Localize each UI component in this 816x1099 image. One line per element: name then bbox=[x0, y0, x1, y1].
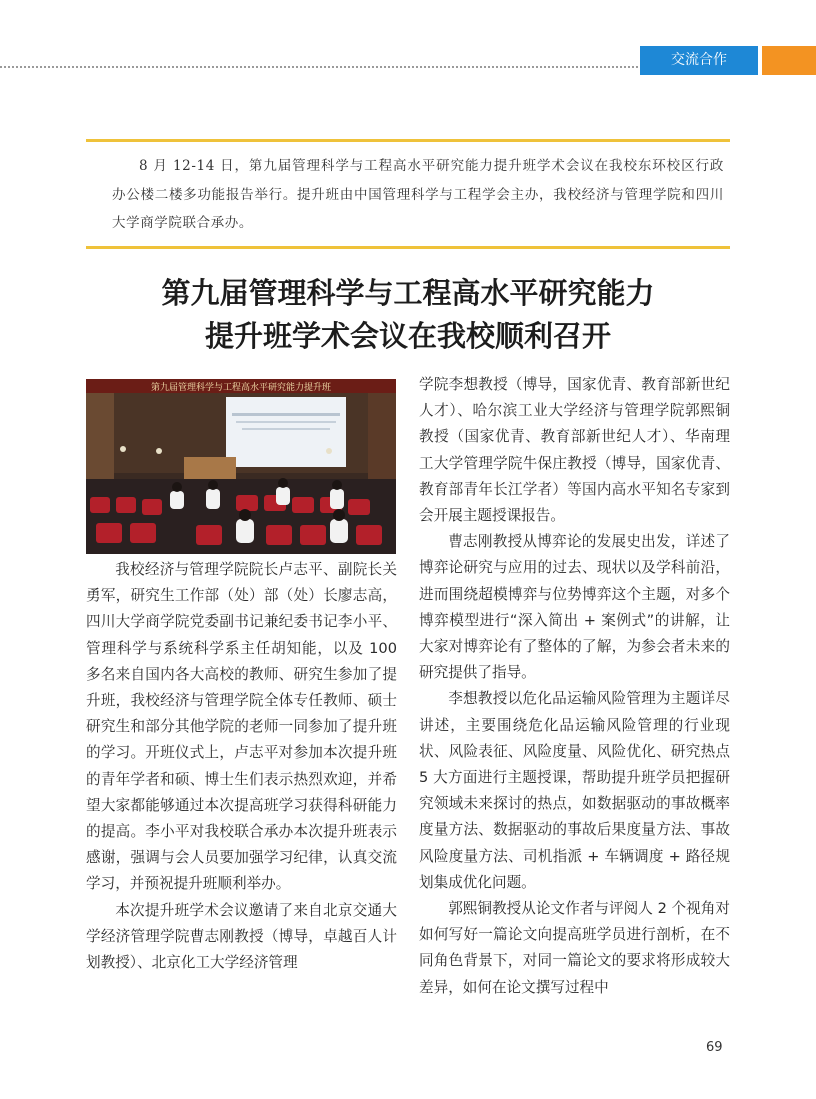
header-dotted-rule bbox=[0, 66, 638, 68]
conference-photo bbox=[86, 379, 396, 554]
right-paragraph-1: 学院李想教授（博导，国家优青、教育部新世纪人才）、哈尔滨工业大学经济与管理学院郭熙铜教授（国家优青、教育部新世纪人才）、华南理工大学管理学院牛保庄教授（博导，国家优青、教育部青年长江学者）等国内高水平知名专家到会开展主题授课报告。 bbox=[419, 376, 730, 525]
left-text-column bbox=[86, 557, 397, 976]
lead-top-rule bbox=[86, 139, 730, 142]
right-paragraph-2: 曹志刚教授从博弈论的发展史出发，详述了博弈论研究与应用的过去、现状以及学科前沿，进而围绕超模博弈与位势博弈这个主题，对多个博弈模型进行“深入简出 + 案例式”的讲解，让大家对博弈论有了整体的了解，为参会者未来的研究提供了指导。 bbox=[419, 533, 730, 682]
page-number: 69 bbox=[706, 1040, 723, 1055]
headline-line-2: 提升班学术会议在我校顺利召开 bbox=[204, 319, 611, 353]
photo-banner-text: 第九届管理科学与工程高水平研究能力提升班 bbox=[150, 383, 332, 393]
right-paragraph-3: 李想教授以危化品运输风险管理为主题详尽讲述，主要围绕危化品运输风险管理的行业现状、风险表征、风险度量、风险优化、研究热点 5 大方面进行主题授课，帮助提升班学员把握研究领域未来探讨的热点，如数据驱动的事故概率度量方法、数据驱动的事故后果度量方法、事故风险度量方法、司机指派 + 车辆调度 + 路径规划集成优化问题。 bbox=[419, 690, 730, 891]
left-paragraph-2: 本次提升班学术会议邀请了来自北京交通大学经济管理学院曹志刚教授（博导，卓越百人计划教授）、北京化工大学经济管理 bbox=[86, 901, 397, 972]
section-accent-block bbox=[762, 46, 816, 75]
section-label: 交流合作 bbox=[640, 46, 758, 75]
lead-bottom-rule bbox=[86, 246, 730, 249]
article-headline bbox=[86, 272, 730, 358]
conference-photo-image bbox=[86, 379, 396, 554]
lead-paragraph: 8 月 12-14 日，第九届管理科学与工程高水平研究能力提升班学术会议在我校东环校区行政办公楼二楼多功能报告举行。提升班由中国管理科学与工程学会主办，我校经济与管理学院和四川大学商学院联合承办。 bbox=[112, 158, 724, 231]
left-paragraph-1: 我校经济与管理学院院长卢志平、副院长关勇军，研究生工作部（处）部（处）长廖志高，四川大学商学院党委副书记兼纪委书记李小平、管理科学与系统科学系主任胡知能，以及 100 多名来自国内各大高校的教师、研究生参加了提升班，我校经济与管理学院全体专任教师、硕士研究生和部分其他学院的老师一同参加了提升班的学习。开班仪式上，卢志平对参加本次提升班的青年学者和硕、博士生们表示热烈欢迎，并希望大家都能够通过本次提高班学习获得科研能力的提高。李小平对我校联合承办本次提升班表示感谢，强调与会人员要加强学习纪律，认真交流学习，并预祝提升班顺利举办。 bbox=[86, 561, 397, 893]
headline-line-1: 第九届管理科学与工程高水平研究能力 bbox=[161, 276, 655, 310]
right-paragraph-4: 郭熙铜教授从论文作者与评阅人 2 个视角对如何写好一篇论文向提高班学员进行剖析，在不同角色背景下，对同一篇论文的要求将形成较大差异，如何在论文撰写过程中 bbox=[419, 900, 730, 996]
right-text-column bbox=[419, 372, 730, 1001]
